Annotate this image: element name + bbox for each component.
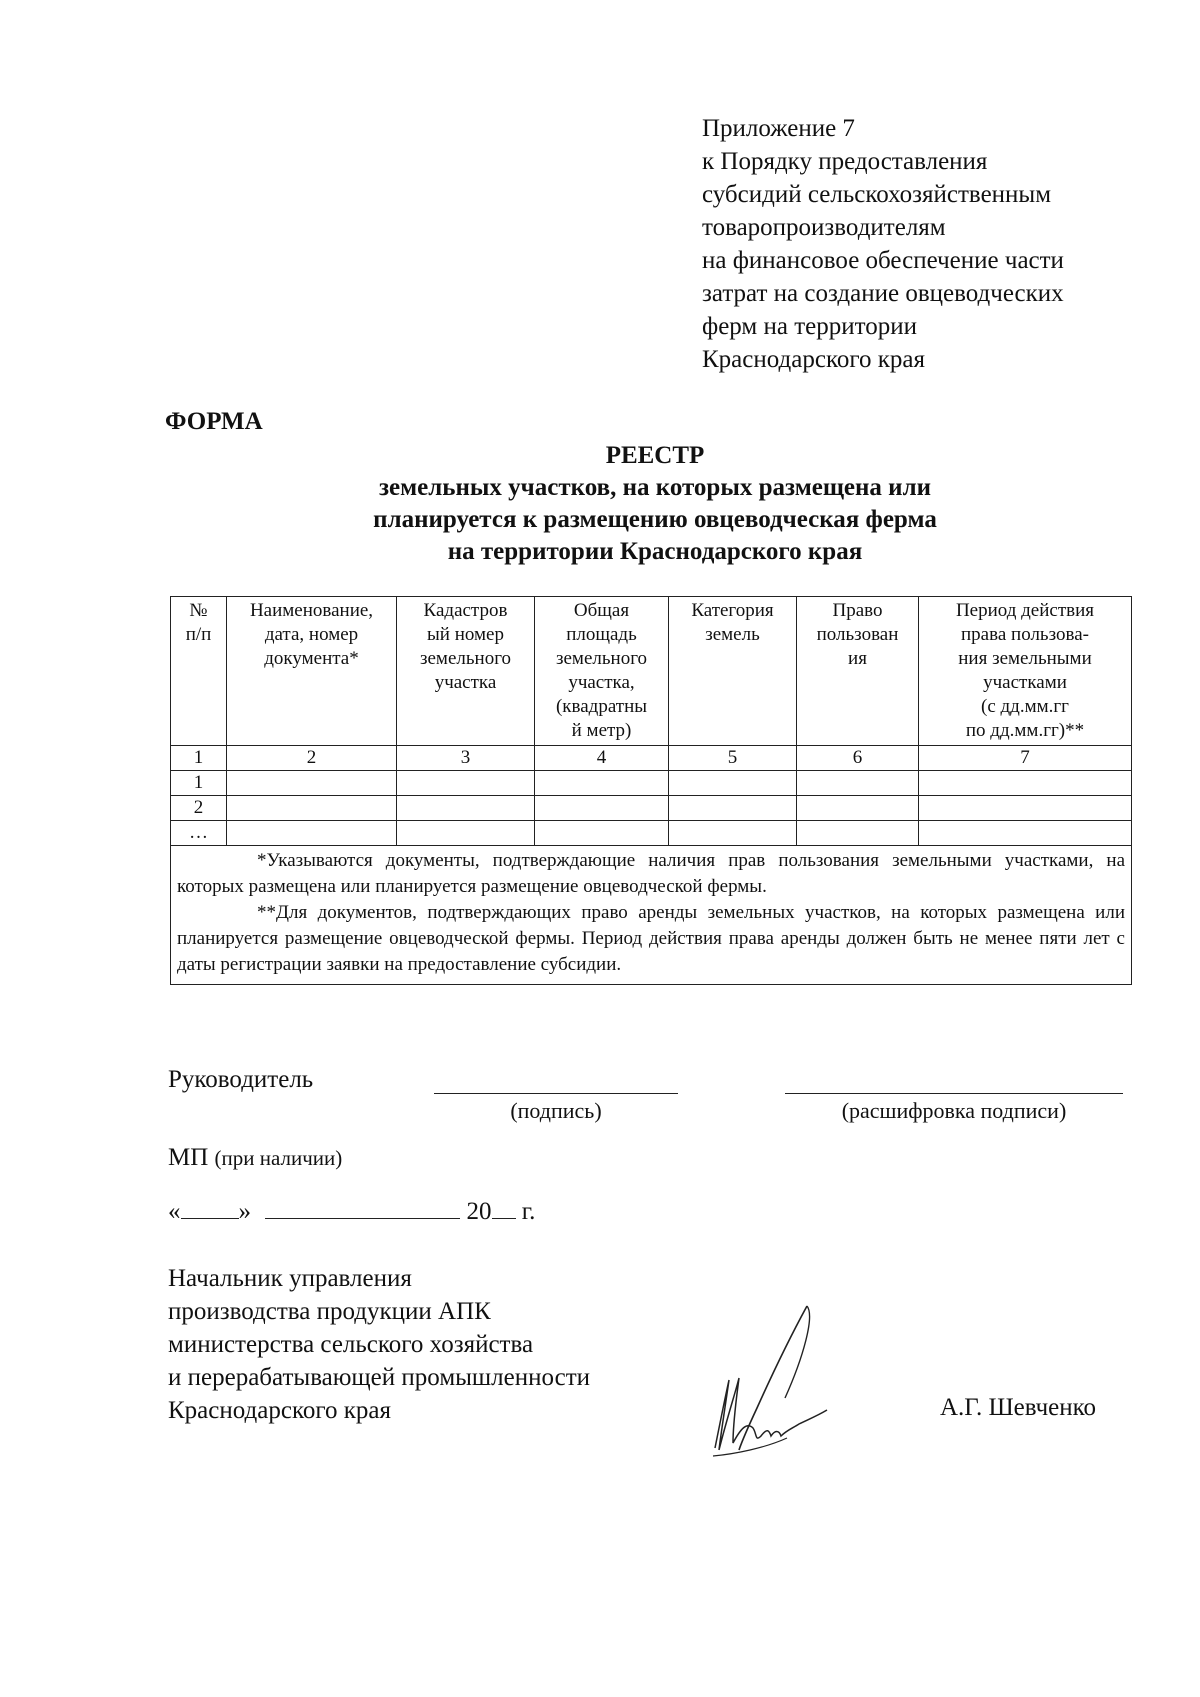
appendix-line: к Порядку предоставления (702, 148, 988, 175)
header-cell-document (227, 597, 397, 746)
column-number: 6 (797, 746, 919, 771)
header-text: № (189, 600, 208, 621)
header-text: земель (705, 624, 760, 645)
row-number: … (171, 821, 227, 846)
chief-position-line: производства продукции АПК (168, 1298, 491, 1325)
header-text: (с дд.мм.гг (981, 696, 1069, 717)
date-suffix: г. (521, 1198, 536, 1225)
registry-table (170, 596, 1132, 985)
chief-position-line: Начальник управления (168, 1265, 412, 1292)
header-text: ния земельными (958, 648, 1092, 669)
title-subtitle-line: планируется к размещению овцеводческая ферма (373, 506, 937, 533)
table-cell (535, 796, 669, 821)
header-text: участками (983, 672, 1067, 693)
header-text: земельного (419, 648, 512, 669)
header-text: дата, номер (264, 624, 359, 645)
table-cell (919, 821, 1132, 846)
header-cell-cadastral (397, 597, 535, 746)
table-cell (797, 796, 919, 821)
table-cell (227, 821, 397, 846)
date-close-quote: » (238, 1198, 251, 1225)
header-cell-category (669, 597, 797, 746)
signature-line (434, 1093, 678, 1094)
column-number: 1 (171, 746, 227, 771)
stamp-line (168, 1144, 342, 1172)
header-cell-period (919, 597, 1132, 746)
table-cell (397, 821, 535, 846)
decryption-line (785, 1093, 1123, 1094)
appendix-line: товаропроизводителям (702, 214, 946, 241)
title-subtitle-line: на территории Краснодарского края (447, 538, 863, 565)
table-cell (919, 771, 1132, 796)
appendix-line: на финансовое обеспечение части (702, 247, 1064, 274)
header-text: Категория (691, 600, 774, 621)
column-number: 4 (535, 746, 669, 771)
header-text: документа* (264, 648, 359, 669)
title-heading: РЕЕСТР (605, 442, 705, 469)
decryption-caption: (расшифровка подписи) (841, 1098, 1067, 1123)
header-text: (квадратны (555, 696, 648, 717)
table-cell (669, 771, 797, 796)
chief-position-line: министерства сельского хозяйства (168, 1331, 534, 1358)
header-cell-number (171, 597, 227, 746)
header-text: права пользова- (961, 624, 1089, 645)
column-number: 3 (397, 746, 535, 771)
form-label: ФОРМА (165, 408, 263, 435)
column-number: 5 (669, 746, 797, 771)
signature-caption: (подпись) (510, 1098, 602, 1123)
row-number: 1 (171, 771, 227, 796)
table-cell (797, 821, 919, 846)
stamp-label: МП (168, 1144, 209, 1171)
table-cell (535, 771, 669, 796)
document-title (260, 440, 1050, 568)
title-subtitle-line: земельных участков, на которых размещена или (378, 474, 932, 501)
header-text: пользован (816, 624, 899, 645)
head-label: Руководитель (168, 1066, 314, 1093)
header-text: по дд.мм.гг)** (965, 720, 1085, 741)
header-text: ия (848, 648, 867, 669)
date-open-quote: « (168, 1198, 181, 1225)
header-text: Общая (573, 600, 630, 621)
table-cell (227, 771, 397, 796)
header-cell-right (797, 597, 919, 746)
month-blank (265, 1196, 460, 1219)
appendix-line: затрат на создание овцеводческих (702, 280, 1064, 307)
column-number: 7 (919, 746, 1132, 771)
header-cell-area (535, 597, 669, 746)
table-row (171, 771, 1132, 796)
table-header-row (171, 597, 1132, 746)
day-blank (181, 1196, 239, 1219)
table-notes (171, 846, 1132, 985)
header-text: п/п (185, 624, 212, 645)
header-text: участка, (568, 672, 635, 693)
header-text: Кадастров (423, 600, 508, 621)
year-blank (492, 1196, 516, 1219)
row-number: 2 (171, 796, 227, 821)
appendix-line: Приложение 7 (702, 115, 855, 142)
table-cell (397, 796, 535, 821)
footnote-2: **Для документов, подтверждающих право аренды земельных участков, на которых размещена или планируется размещение овцеводческой фермы. Период действия права аренды должен быть не менее пяти лет с даты регистрации заявки на предоставление субсидии. (177, 902, 1125, 975)
chief-position (168, 1262, 590, 1427)
header-text: Право (832, 600, 883, 621)
stamp-note: (при наличии) (214, 1146, 343, 1170)
appendix-line: субсидий сельскохозяйственным (702, 181, 1052, 208)
header-text: Период действия (955, 600, 1095, 621)
appendix-line: ферм на территории (702, 313, 917, 340)
header-text: Наименование, (249, 600, 374, 621)
footnote-1: *Указываются документы, подтверждающие наличия прав пользования земельными участками, на которых размещена или планируется размещение овцеводческой фермы. (177, 850, 1125, 897)
column-number: 2 (227, 746, 397, 771)
chief-name: А.Г. Шевченко (940, 1394, 1097, 1421)
table-cell (535, 821, 669, 846)
header-text: й метр) (571, 720, 632, 741)
appendix-line: Краснодарского края (702, 346, 925, 373)
chief-position-line: и перерабатывающей промышленности (168, 1364, 591, 1391)
chief-position-line: Краснодарского края (168, 1397, 391, 1424)
table-cell (669, 821, 797, 846)
handwritten-signature (695, 1298, 835, 1463)
column-number-row (171, 746, 1132, 771)
table-cell (397, 771, 535, 796)
header-text: земельного (555, 648, 648, 669)
table-cell (227, 796, 397, 821)
header-text: участка (434, 672, 497, 693)
table-cell (919, 796, 1132, 821)
date-line (168, 1196, 535, 1226)
appendix-header (702, 112, 1142, 376)
table-row (171, 821, 1132, 846)
table-row (171, 796, 1132, 821)
table-cell (669, 796, 797, 821)
table-cell (797, 771, 919, 796)
date-year: 20 (466, 1198, 492, 1225)
header-text: ый номер (427, 624, 504, 645)
header-text: площадь (566, 624, 637, 645)
notes-row (171, 846, 1132, 985)
